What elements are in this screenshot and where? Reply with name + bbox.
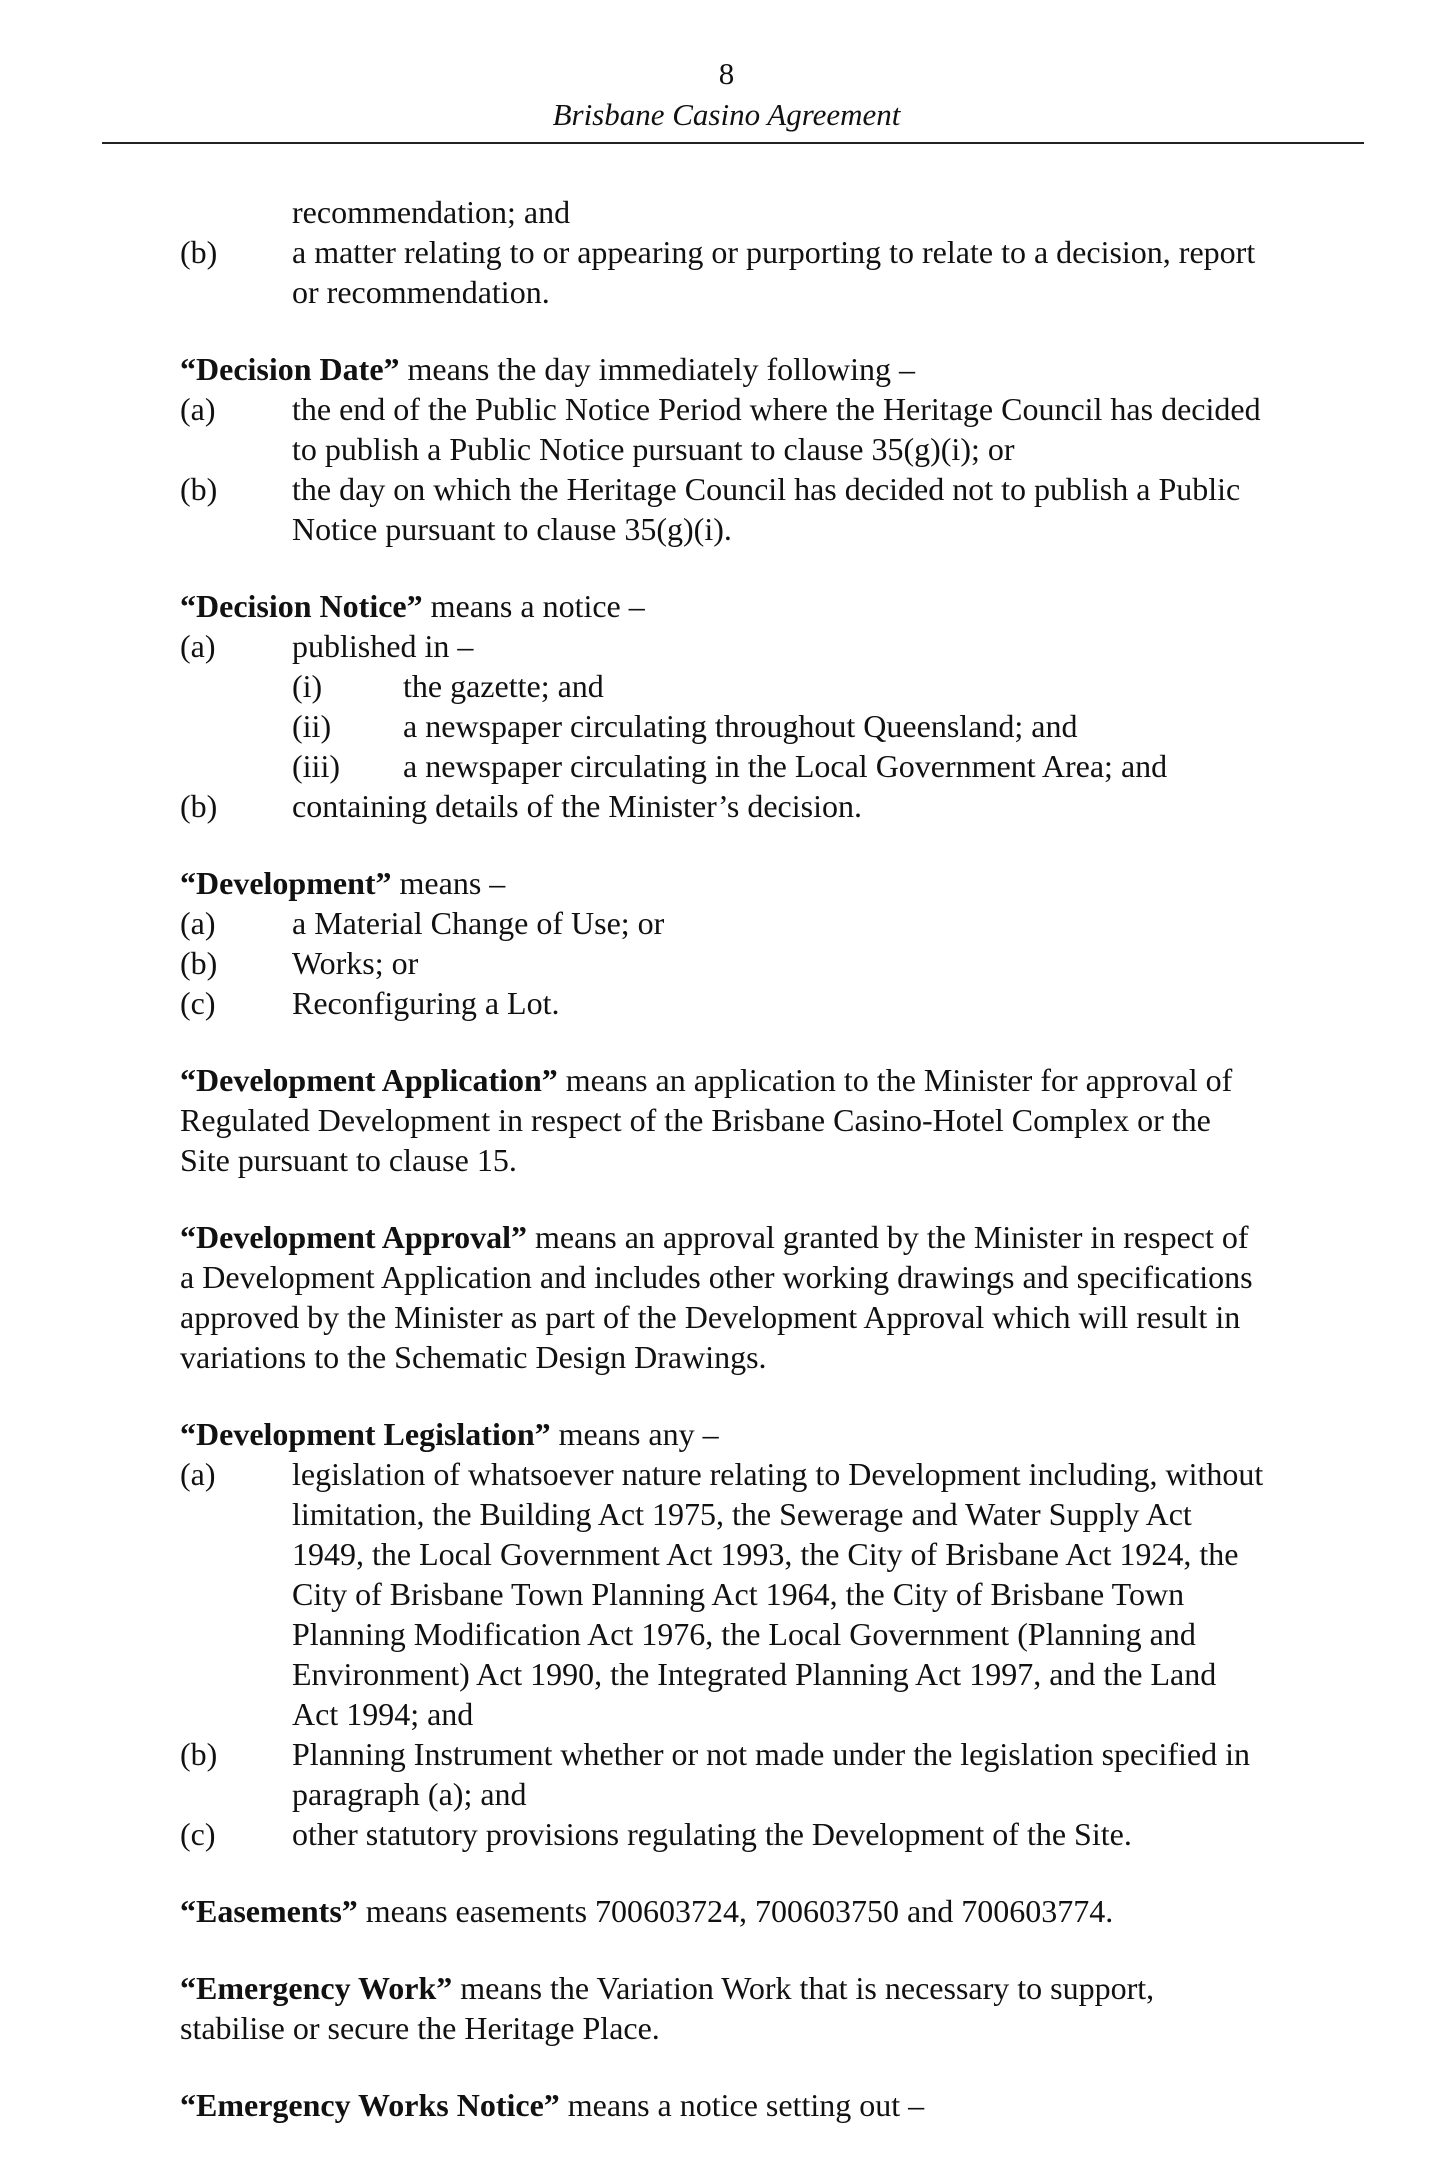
- definition-text: means a notice –: [422, 588, 645, 624]
- defined-term: “Easements”: [180, 1893, 358, 1929]
- definition-decision-date: [180, 350, 915, 388]
- definition-text: Regulated Development in respect of the Brisbane Casino-Hotel Complex or the: [180, 1102, 1211, 1138]
- item-label: (b): [180, 1736, 218, 1772]
- defined-term: “Development”: [180, 865, 392, 901]
- item-text: or recommendation.: [292, 274, 550, 310]
- running-header-title: Brisbane Casino Agreement: [552, 97, 901, 132]
- subitem-label: (iii): [292, 748, 340, 784]
- item-text: City of Brisbane Town Planning Act 1964, the City of Brisbane Town: [292, 1576, 1185, 1612]
- item-text: other statutory provisions regulating the Development of the Site.: [292, 1816, 1132, 1852]
- definition-text: means any –: [550, 1416, 719, 1452]
- item-label: (b): [180, 945, 218, 981]
- item-label: (b): [180, 788, 218, 824]
- page-number: 8: [718, 56, 735, 91]
- defined-term: “Development Approval”: [180, 1219, 527, 1255]
- definition-emergency-work: [180, 1969, 1154, 2007]
- item-text: Act 1994; and: [292, 1696, 474, 1732]
- definition-text: Site pursuant to clause 15.: [180, 1142, 517, 1178]
- definition-text: a Development Application and includes other working drawings and specifications: [180, 1259, 1253, 1295]
- item-text: Environment) Act 1990, the Integrated Planning Act 1997, and the Land: [292, 1656, 1217, 1692]
- item-text: legislation of whatsoever nature relating to Development including, without: [292, 1456, 1264, 1492]
- item-text: the day on which the Heritage Council has decided not to publish a Public: [292, 471, 1241, 507]
- definition-development-legislation: [180, 1415, 719, 1453]
- item-label: (b): [180, 471, 218, 507]
- definition-text: means the Variation Work that is necessary to support,: [452, 1970, 1155, 2006]
- defined-term: “Decision Notice”: [180, 588, 423, 624]
- subitem-text: a newspaper circulating in the Local Government Area; and: [403, 748, 1168, 784]
- item-text: a Material Change of Use; or: [292, 905, 665, 941]
- item-label: (a): [180, 1456, 216, 1492]
- continuation-line: recommendation; and: [292, 194, 571, 230]
- definition-text: means a notice setting out –: [559, 2087, 925, 2123]
- definition-text: means –: [391, 865, 506, 901]
- defined-term: “Development Legislation”: [180, 1416, 551, 1452]
- item-text: 1949, the Local Government Act 1993, the City of Brisbane Act 1924, the: [292, 1536, 1239, 1572]
- item-label: (a): [180, 628, 216, 664]
- definition-development: [180, 864, 505, 902]
- item-label: (a): [180, 391, 216, 427]
- item-text: Reconfiguring a Lot.: [292, 985, 560, 1021]
- item-text: the end of the Public Notice Period where the Heritage Council has decided: [292, 391, 1261, 427]
- definition-text: approved by the Minister as part of the Development Approval which will result in: [180, 1299, 1241, 1335]
- item-text: paragraph (a); and: [292, 1776, 527, 1812]
- item-text: Planning Modification Act 1976, the Local Government (Planning and: [292, 1616, 1196, 1652]
- definition-emergency-works-notice: [180, 2086, 924, 2124]
- item-label: (b): [180, 234, 218, 270]
- definition-text: means the day immediately following –: [399, 351, 915, 387]
- item-text: Planning Instrument whether or not made under the legislation specified in: [292, 1736, 1250, 1772]
- definition-easements: [180, 1892, 1113, 1930]
- defined-term: “Emergency Work”: [180, 1970, 453, 2006]
- defined-term: “Development Application”: [180, 1062, 558, 1098]
- definition-text: means easements 700603724, 700603750 and 700603774.: [357, 1893, 1114, 1929]
- item-text: published in –: [292, 628, 474, 664]
- item-text: Works; or: [292, 945, 419, 981]
- item-label: (c): [180, 1816, 216, 1852]
- item-label: (c): [180, 985, 216, 1021]
- item-text: containing details of the Minister’s decision.: [292, 788, 862, 824]
- item-text: Notice pursuant to clause 35(g)(i).: [292, 511, 732, 547]
- item-label: (a): [180, 905, 216, 941]
- definition-decision-notice: [180, 587, 645, 625]
- item-text: a matter relating to or appearing or purporting to relate to a decision, report: [292, 234, 1256, 270]
- subitem-text: a newspaper circulating throughout Queensland; and: [403, 708, 1078, 744]
- definition-text: variations to the Schematic Design Drawings.: [180, 1339, 767, 1375]
- definition-text: means an approval granted by the Minister in respect of: [526, 1219, 1249, 1255]
- item-text: limitation, the Building Act 1975, the Sewerage and Water Supply Act: [292, 1496, 1192, 1532]
- subitem-label: (ii): [292, 708, 332, 744]
- item-text: to publish a Public Notice pursuant to clause 35(g)(i); or: [292, 431, 1015, 467]
- subitem-text: the gazette; and: [403, 668, 604, 704]
- header-divider: [102, 142, 1364, 144]
- defined-term: “Emergency Works Notice”: [180, 2087, 560, 2123]
- defined-term: “Decision Date”: [180, 351, 400, 387]
- definition-text: stabilise or secure the Heritage Place.: [180, 2010, 660, 2046]
- definition-development-approval: [180, 1218, 1249, 1256]
- subitem-label: (i): [292, 668, 323, 704]
- definition-development-application: [180, 1061, 1232, 1099]
- definition-text: means an application to the Minister for approval of: [557, 1062, 1233, 1098]
